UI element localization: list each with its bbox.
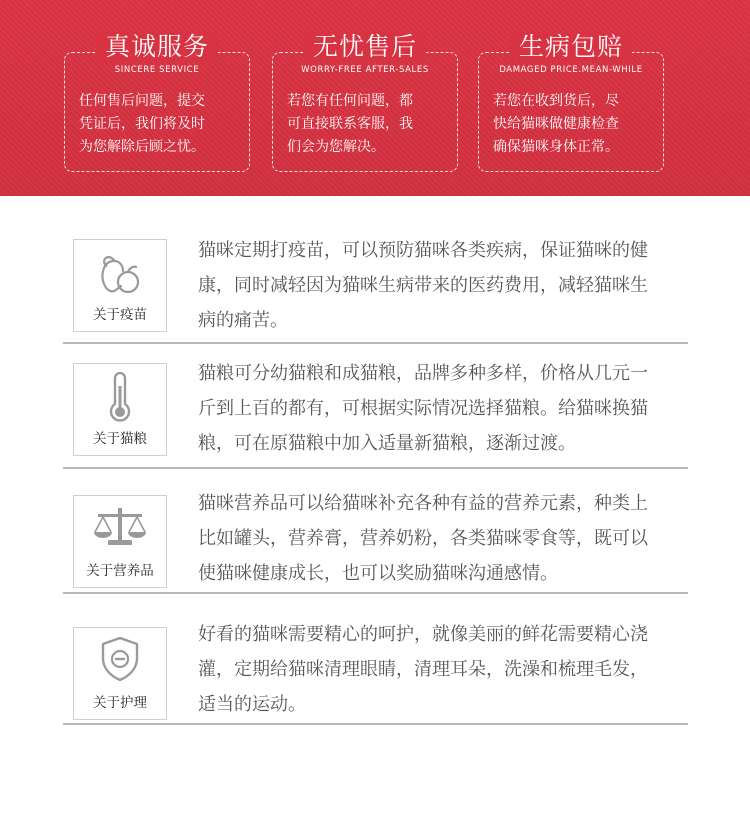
vaccine-description (198, 233, 688, 338)
card-line: 确保猫咪身体正常。 (493, 139, 619, 155)
text-line: 比如罐头，营养膏，营养奶粉，各类猫咪零食等，既可以 (198, 528, 648, 549)
cat-food-row (63, 344, 688, 469)
text-line: 灌，定期给猫咪清理眼睛，清理耳朵，洗澡和梳理毛发， (198, 659, 648, 680)
care-label: 关于护理 (93, 695, 147, 711)
text-line: 猫咪定期打疫苗，可以预防猫咪各类疾病，保证猫咪的健 (198, 240, 648, 261)
text-line: 康，同时减轻因为猫咪生病带来的医药费用，减轻猫咪生 (198, 275, 648, 296)
card-line: 任何售后问题，提交 (79, 93, 205, 109)
nutrition-icon-box (73, 495, 167, 588)
vaccine-icon-box (73, 239, 167, 332)
card-title: 无忧售后 (304, 32, 426, 62)
card-subtitle: WORRY-FREE AFTER-SALES (301, 65, 429, 75)
balance-scale-icon (92, 506, 148, 550)
fruit-icon (98, 252, 142, 298)
card-line: 快给猫咪做健康检查 (493, 116, 619, 132)
card-body (493, 90, 651, 159)
care-description (198, 617, 688, 722)
card-line: 们会为您解决。 (287, 139, 385, 155)
vaccine-row (63, 219, 688, 344)
card-body (79, 90, 237, 159)
card-subtitle: SINCERE SERVICE (114, 65, 200, 75)
cat-food-label: 关于猫粮 (93, 431, 147, 447)
text-line: 病的痛苦。 (198, 310, 288, 331)
text-line: 斤到上百的都有，可根据实际情况选择猫粮。给猫咪换猫 (198, 398, 648, 419)
card-title: 真诚服务 (96, 32, 218, 62)
text-line: 粮，可在原猫粮中加入适量新猫粮，逐渐过渡。 (198, 433, 576, 454)
sincere-service-card (64, 32, 250, 172)
card-line: 若您在收到货后，尽 (493, 93, 619, 109)
nutrition-description (198, 486, 688, 591)
row-divider (63, 592, 688, 594)
shield-icon (100, 636, 140, 682)
card-title: 生病包赔 (510, 32, 632, 62)
card-line: 为您解除后顾之忧。 (79, 139, 205, 155)
text-line: 猫粮可分幼猫粮和成猫粮，品牌多种多样，价格从几元一 (198, 363, 648, 384)
card-subtitle: DAMAGED PRICE.MEAN-WHILE (499, 65, 643, 75)
vaccine-label: 关于疫苗 (93, 307, 147, 323)
row-divider (63, 723, 688, 725)
care-row (63, 600, 688, 725)
thermometer-icon (107, 372, 133, 422)
illness-compensation-card (478, 32, 664, 172)
text-line: 适当的运动。 (198, 694, 306, 715)
worry-free-card (272, 32, 458, 172)
care-icon-box (73, 627, 167, 720)
card-line: 可直接联系客服，我 (287, 116, 413, 132)
text-line: 使猫咪健康成长，也可以奖励猫咪沟通感情。 (198, 563, 558, 584)
card-line: 凭证后，我们将及时 (79, 116, 205, 132)
nutrition-row (63, 469, 688, 594)
nutrition-label: 关于营养品 (86, 563, 154, 579)
card-line: 若您有任何问题，都 (287, 93, 413, 109)
text-line: 好看的猫咪需要精心的呵护，就像美丽的鲜花需要精心浇 (198, 624, 648, 645)
cat-food-icon-box (73, 363, 167, 456)
card-body (287, 90, 445, 159)
text-line: 猫咪营养品可以给猫咪补充各种有益的营养元素，种类上 (198, 493, 648, 514)
guarantee-banner (0, 0, 750, 196)
cat-food-description (198, 356, 688, 461)
